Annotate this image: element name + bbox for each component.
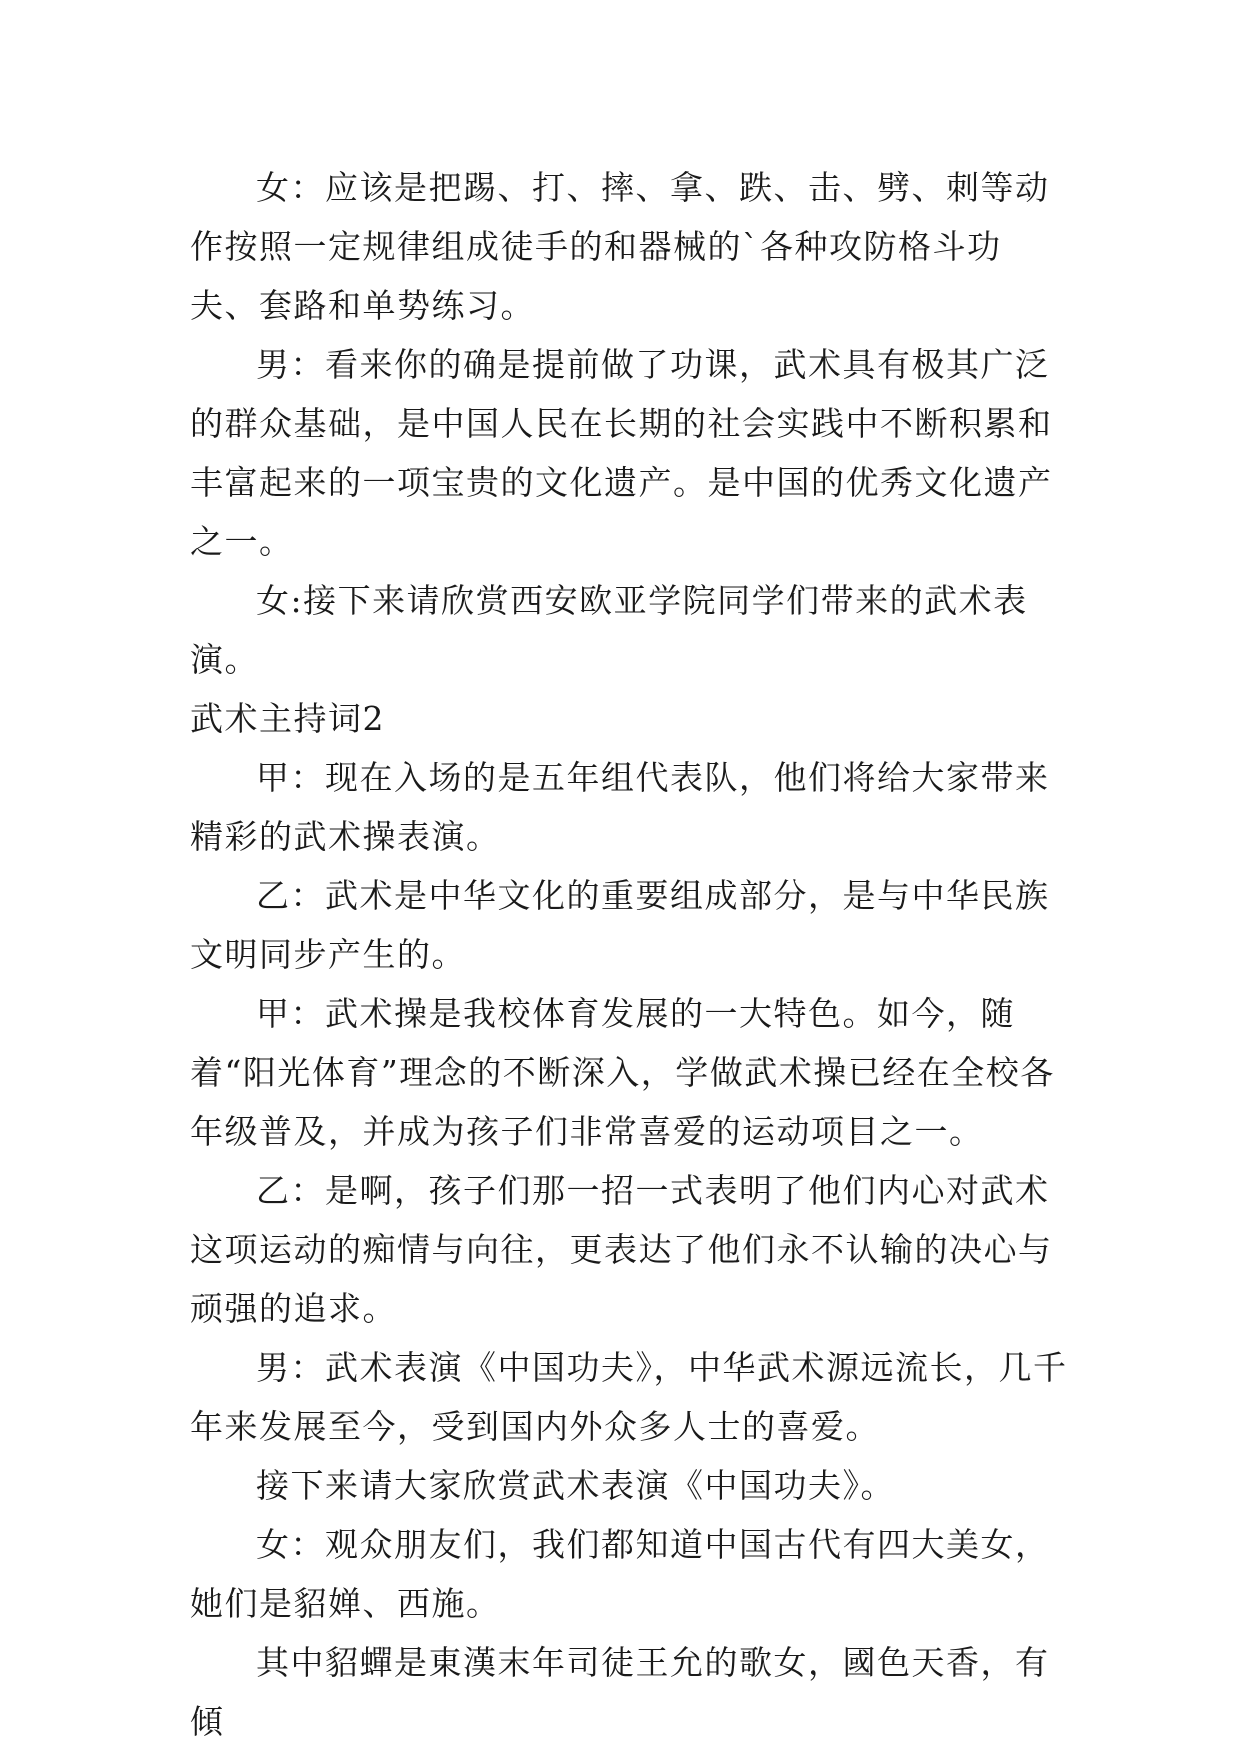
- paragraph: 甲：现在入场的是五年组代表队，他们将给大家带来精彩的武术操表演。: [190, 758, 1050, 856]
- paragraph: 男：看来你的确是提前做了功课，武术具有极其广泛的群众基础，是中国人民在长期的社会实践中不断积累和丰富起来的一项宝贵的文化遗产。是中国的优秀文化遗产之一。: [190, 345, 1053, 561]
- paragraph: 接下来请大家欣赏武术表演《中国功夫》。: [256, 1466, 895, 1505]
- paragraph: 其中貂蟬是東漢末年司徒王允的歌女，國色天香，有傾: [190, 1643, 1050, 1741]
- section-heading: 武术主持词2: [190, 699, 385, 738]
- paragraph: 女:接下来请欣赏西安欧亚学院同学们带来的武术表演。: [190, 581, 1028, 679]
- paragraph: 乙：武术是中华文化的重要组成部分，是与中华民族文明同步产生的。: [190, 876, 1050, 974]
- paragraph: 甲：武术操是我校体育发展的一大特色。如今，随着“阳光体育”理念的不断深入，学做武术操已经在全校各年级普及，并成为孩子们非常喜爱的运动项目之一。: [190, 994, 1055, 1151]
- paragraph: 女：观众朋友们，我们都知道中国古代有四大美女，她们是貂婵、西施。: [190, 1525, 1050, 1623]
- paragraph: 乙：是啊，孩子们那一招一式表明了他们内心对武术这项运动的痴情与向往，更表达了他们永不认输的决心与顽强的追求。: [190, 1171, 1053, 1328]
- paragraph: 女：应该是把踢、打、摔、拿、跌、击、劈、刺等动作按照一定规律组成徒手的和器械的`各种攻防格斗功夫、套路和单势练习。: [190, 168, 1050, 325]
- document-body: [190, 158, 1070, 1751]
- paragraph: 男：武术表演《中国功夫》，中华武术源远流长，几千年来发展至今，受到国内外众多人士的喜爱。: [190, 1348, 1068, 1446]
